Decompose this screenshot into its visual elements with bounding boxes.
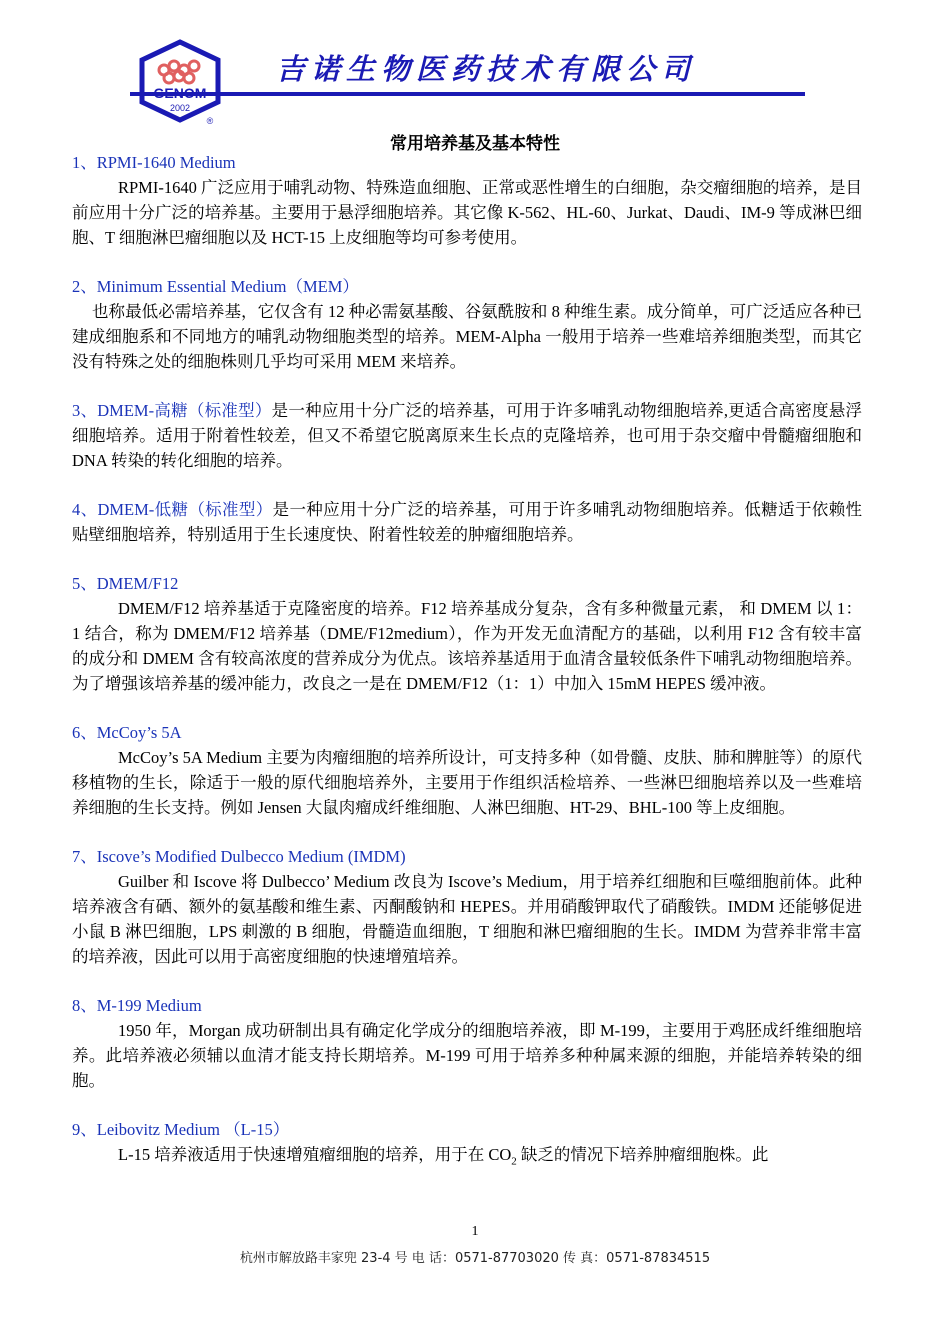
section-imdm [72, 844, 862, 969]
section-paragraph [72, 497, 862, 547]
section-rpmi-1640 [72, 150, 862, 250]
section-body: 是一种应用十分广泛的培养基，可用于许多哺乳动物细胞培养。低糖适于依赖性贴壁细胞培养，特别适用于生长速度快、附着性较差的肿瘤细胞培养。 [72, 500, 862, 544]
footer-contact: 杭州市解放路丰家兜 23-4 号 电 话：0571-87703020 传 真：0571-87834515 [239, 1251, 711, 1266]
letterhead [0, 0, 950, 135]
section-body: Guilber 和 Iscove 将 Dulbecco’ Medium 改良为 Iscove’s Medium，用于培养红细胞和巨噬细胞前体。此种培养液含有硒、额外的氨基酸和维生素、丙酮酸钠和 HEPES。并用硝酸钾取代了硝酸铁。IMDM 还能够促进小鼠 B 淋巴细胞，LPS 刺激的 B 细胞，骨髓造血细胞，T 细胞和淋巴瘤细胞的生长。IMDM 为营养非常丰富的培养液，因此可以用于高密度细胞的快速增殖培养。 [72, 872, 862, 966]
section-body: 1950 年，Morgan 成功研制出具有确定化学成分的细胞培养液，即 M-199，主要用于鸡胚成纤维细胞培养。此培养液必须辅以血清才能支持长期培养。M-199 可用于培养多种种属来源的细胞，并能培养转染的细胞。 [72, 1021, 862, 1090]
document-body [72, 150, 862, 1198]
body-text-a: L-15 培养液适用于快速增殖瘤细胞的培养，用于在 CO [118, 1145, 512, 1164]
registered-mark: ® [206, 116, 214, 126]
section-dmem-f12 [72, 571, 862, 696]
page-title: 常用培养基及基本特性 [390, 134, 560, 153]
section-heading: 9、Leibovitz Medium （L-15） [72, 1120, 290, 1139]
section-body: 也称最低必需培养基，它仅含有 12 种必需氨基酸、谷氨酰胺和 8 种维生素。成分简单，可广泛适应各种已建成细胞系和不同地方的哺乳动物细胞类型的培养。MEM-Alpha 一般用于培养一些难培养细胞类型，而其它没有特殊之处的细胞株则几乎均可采用 MEM 来培养。 [72, 302, 862, 371]
co2-subscript: 2 [511, 1155, 517, 1168]
section-dmem-high [72, 398, 862, 473]
section-body [72, 1142, 862, 1174]
section-body: 是一种应用十分广泛的培养基，可用于许多哺乳动物细胞培养,更适合高密度悬浮细胞培养。适用于附着性较差，但又不希望它脱离原来生长点的克隆培养，也可用于杂交瘤中骨髓瘤细胞和 DNA 转染的转化细胞的培养。 [72, 401, 862, 470]
logo-year: 2002 [169, 103, 191, 113]
section-heading: 2、Minimum Essential Medium（MEM） [72, 277, 359, 296]
section-m199 [72, 993, 862, 1093]
genom-logo-icon [130, 38, 230, 126]
section-heading: 6、McCoy’s 5A [72, 723, 182, 742]
section-l15 [72, 1117, 862, 1174]
section-mccoy-5a [72, 720, 862, 820]
page-number: 1 [471, 1224, 479, 1239]
section-heading: 7、Iscove’s Modified Dulbecco Medium (IMDM) [72, 847, 406, 866]
section-heading: 5、DMEM/F12 [72, 574, 179, 593]
company-name: 吉诺生物医药技术有限公司 [276, 52, 697, 86]
section-body: McCoy’s 5A Medium 主要为肉瘤细胞的培养所设计，可支持多种（如骨髓、皮肤、肺和脾脏等）的原代移植物的生长，除适于一般的原代细胞培养外，主要用于作组织活检培养、一些淋巴细胞培养以及一些难培养细胞的生长支持。例如 Jensen 大鼠肉瘤成纤维细胞、人淋巴细胞、HT-29、BHL-100 等上皮细胞。 [72, 748, 862, 817]
section-dmem-low [72, 497, 862, 547]
section-mem [72, 274, 862, 374]
section-heading: 1、RPMI-1640 Medium [72, 153, 236, 172]
section-body: RPMI-1640 广泛应用于哺乳动物、特殊造血细胞、正常或恶性增生的白细胞，杂交瘤细胞的培养，是目前应用十分广泛的培养基。主要用于悬浮细胞培养。其它像 K-562、HL-60、Jurkat、Daudi、IM-9 等成淋巴细胞、T 细胞淋巴瘤细胞以及 HCT-15 上皮细胞等均可参考使用。 [72, 178, 862, 247]
body-text-b: 缺乏的情况下培养肿瘤细胞株。此 [516, 1145, 769, 1164]
header-divider [130, 92, 805, 96]
section-body: DMEM/F12 培养基适于克隆密度的培养。F12 培养基成分复杂，含有多种微量元素， 和 DMEM 以 1：1 结合，称为 DMEM/F12 培养基（DME/F12medium），作为开发无血清配方的基础，以利用 F12 含有较丰富的成分和 DMEM 含有较高浓度的营养成分为优点。该培养基适用于血清含量较低条件下哺乳动物细胞培养。为了增强该培养基的缓冲能力，改良之一是在 DMEM/F12（1：1）中加入 15mM HEPES 缓冲液。 [72, 599, 862, 693]
section-paragraph [72, 398, 862, 473]
section-heading: 4、DMEM-低糖（标准型） [72, 500, 273, 519]
section-heading: 3、DMEM-高糖（标准型） [72, 401, 272, 420]
section-heading: 8、M-199 Medium [72, 996, 202, 1015]
